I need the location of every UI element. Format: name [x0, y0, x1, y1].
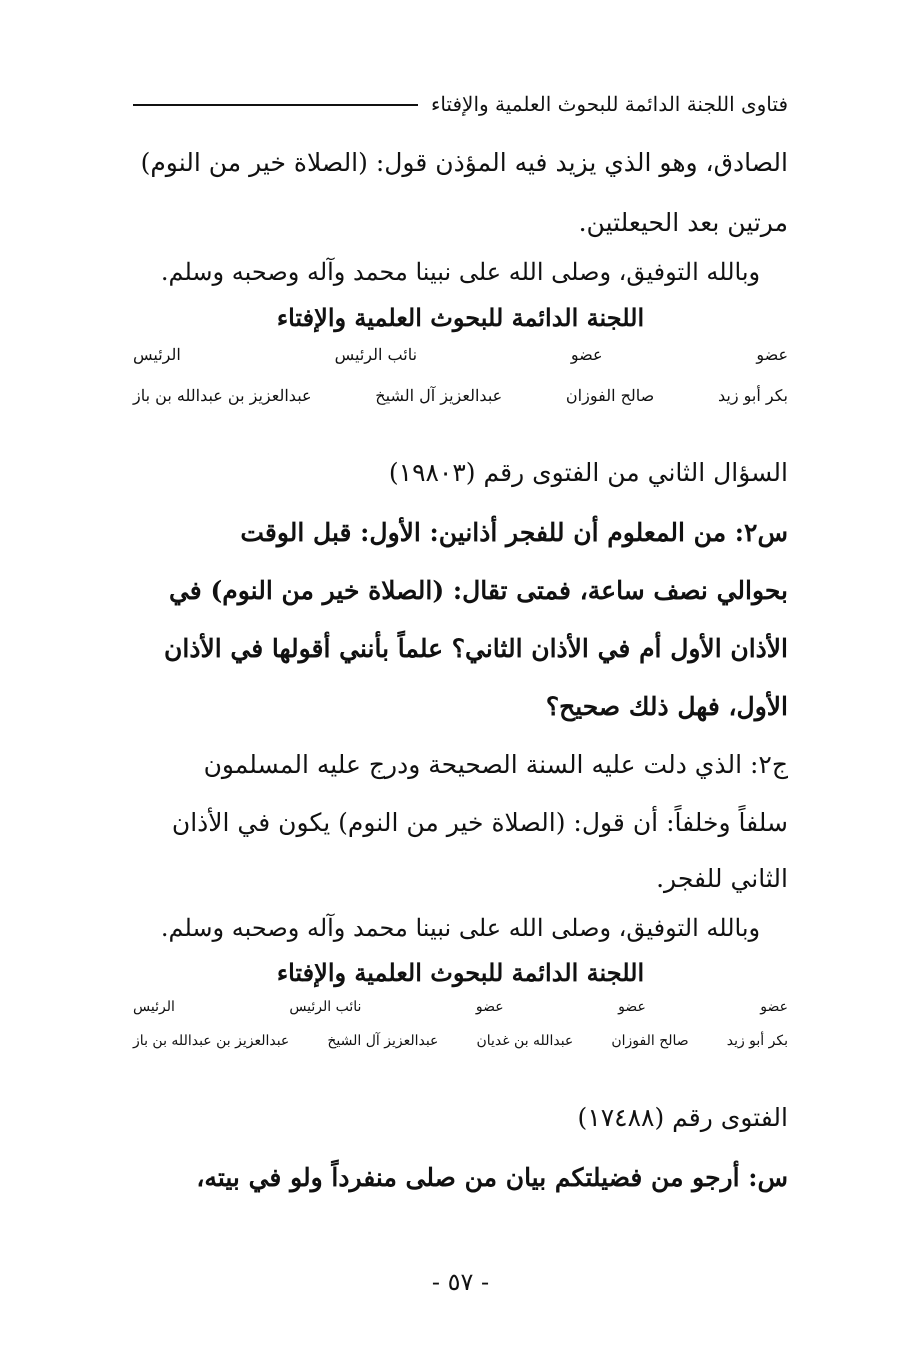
committee-title: اللجنة الدائمة للبحوث العلمية والإفتاء — [276, 303, 645, 332]
signatory-name: بكر أبو زيد — [726, 1033, 788, 1049]
running-header: فتاوى اللجنة الدائمة للبحوث العلمية والإفتاء — [430, 92, 788, 116]
closing-formula: وبالله التوفيق، وصلى الله على نبينا محمد وآله وصحبه وسلم. — [160, 914, 761, 942]
question-line: س: أرجو من فضيلتكم بيان من صلى منفرداً ولو في بيته، — [196, 1163, 788, 1192]
question-line: بحوالي نصف ساعة، فمتى تقال: (الصلاة خير من النوم) في — [168, 576, 788, 605]
answer-line: ج٢: الذي دلت عليه السنة الصحيحة ودرج عليه المسلمون — [203, 750, 788, 779]
signatory-name: بكر أبو زيد — [717, 386, 788, 405]
signatory-role: عضو — [475, 999, 504, 1015]
signatory-role: عضو — [570, 345, 603, 364]
signatory-role: الرئيس — [133, 999, 175, 1015]
signatory-role: عضو — [760, 999, 788, 1015]
signatory-name: عبدالله بن غديان — [476, 1033, 574, 1049]
section-heading: السؤال الثاني من الفتوى رقم (١٩٨٠٣) — [388, 458, 788, 487]
signatory-role: عضو — [618, 999, 646, 1015]
paragraph-line: مرتين بعد الحيعلتين. — [578, 208, 788, 237]
signatory-name: عبدالعزيز آل الشيخ — [375, 386, 503, 405]
signatory-roles — [133, 345, 788, 364]
signatory-names — [133, 1033, 788, 1049]
question-line: الأول، فهل ذلك صحيح؟ — [545, 692, 788, 721]
signatory-name: صالح الفوزان — [611, 1033, 689, 1049]
signatory-role: نائب الرئيس — [334, 345, 418, 364]
signatory-role: نائب الرئيس — [289, 999, 362, 1015]
question-line: س٢: من المعلوم أن للفجر أذانين: الأول: قبل الوقت — [240, 518, 788, 547]
section-heading: الفتوى رقم (١٧٤٨٨) — [577, 1103, 788, 1132]
question-line: الأذان الأول أم في الأذان الثاني؟ علماً بأنني أقولها في الأذان — [164, 634, 788, 663]
header-rule — [133, 104, 418, 106]
signatory-name: صالح الفوزان — [565, 386, 655, 405]
signatory-role: الرئيس — [133, 345, 181, 364]
committee-title: اللجنة الدائمة للبحوث العلمية والإفتاء — [276, 958, 645, 987]
signatory-role: عضو — [756, 345, 788, 364]
closing-formula: وبالله التوفيق، وصلى الله على نبينا محمد وآله وصحبه وسلم. — [160, 258, 761, 286]
signatory-roles — [133, 999, 788, 1015]
signatory-name: عبدالعزيز بن عبدالله بن باز — [133, 1033, 290, 1049]
signatory-name: عبدالعزيز آل الشيخ — [327, 1033, 439, 1049]
paragraph-line: الصادق، وهو الذي يزيد فيه المؤذن قول: (الصلاة خير من النوم) — [140, 148, 788, 177]
signatory-name: عبدالعزيز بن عبدالله بن باز — [133, 386, 312, 405]
answer-line: الثاني للفجر. — [656, 864, 788, 893]
signatory-names — [133, 386, 788, 405]
answer-line: سلفاً وخلفاً: أن قول: (الصلاة خير من النوم) يكون في الأذان — [171, 808, 788, 837]
page-number: - ٥٧ - — [431, 1268, 490, 1296]
